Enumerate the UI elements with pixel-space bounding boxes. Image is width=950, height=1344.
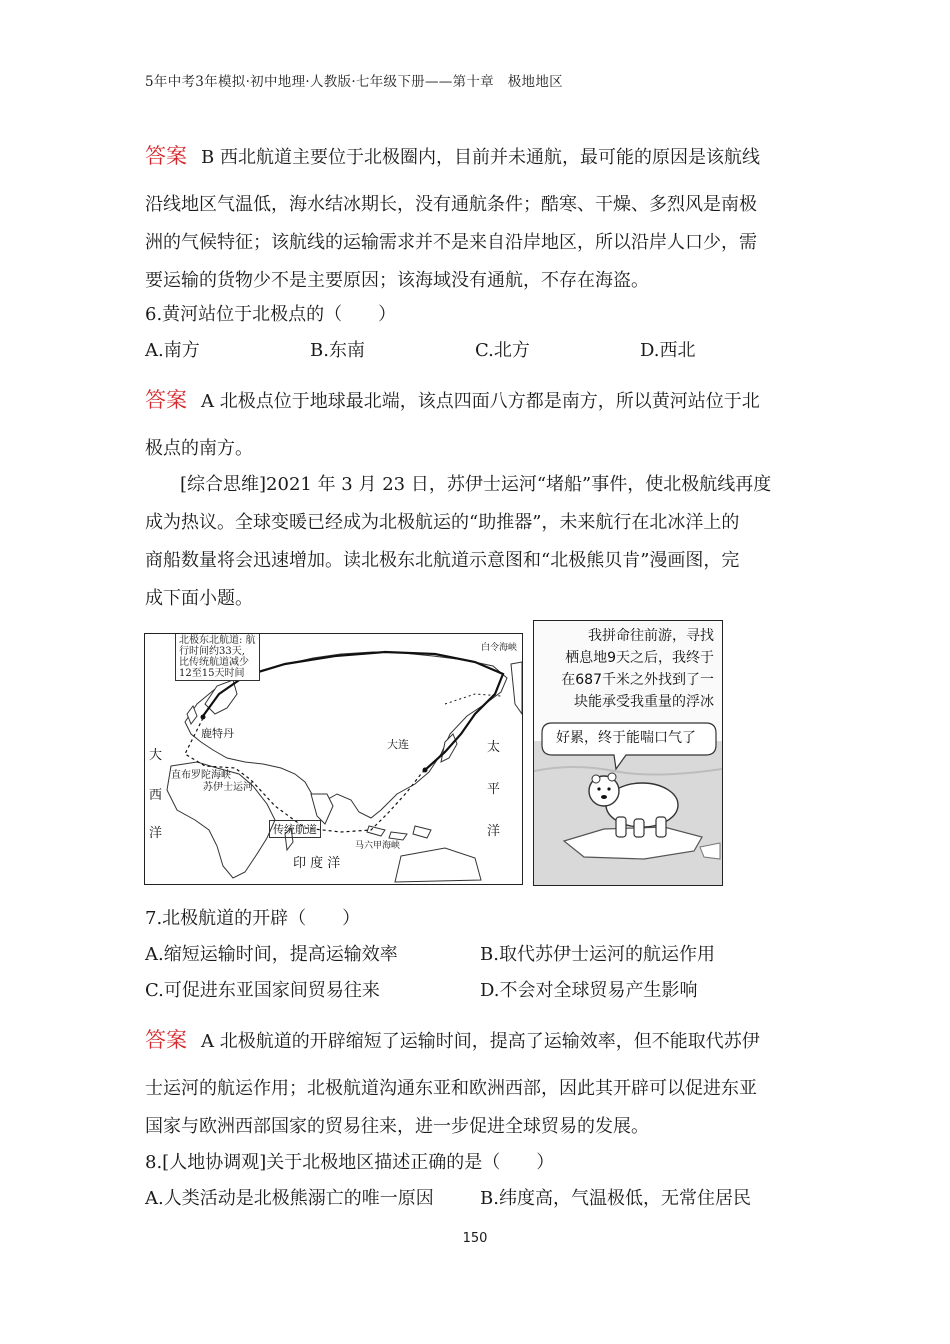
pacific-label-1: 太 bbox=[487, 740, 501, 755]
polar-bear-cartoon bbox=[533, 620, 723, 886]
caption-line: 块能承受我重量的浮冰 bbox=[574, 694, 714, 710]
answer-7-line-3: 国家与欧洲西部国家的贸易往来，进一步促进全球贸易的发展。 bbox=[145, 1116, 649, 1137]
callout-line: 行时间约33天, bbox=[179, 646, 245, 657]
q7-option-c[interactable]: C.可促进东亚国家间贸易往来 bbox=[145, 980, 380, 1001]
answer-6-line-1 bbox=[145, 384, 760, 414]
question-6-stem: 6.黄河站位于北极点的（ ） bbox=[145, 304, 397, 325]
pacific-label-3: 洋 bbox=[487, 824, 501, 839]
cartoon-drawing bbox=[534, 621, 722, 885]
answer-label: 答案 bbox=[145, 1028, 187, 1052]
q8-option-b[interactable]: B.纬度高，气温极低，无常住居民 bbox=[480, 1188, 751, 1209]
answer-text: A 北极航道的开辟缩短了运输时间，提高了运输效率，但不能取代苏伊 bbox=[201, 1031, 760, 1052]
indian-ocean-label: 印 度 洋 bbox=[293, 856, 341, 871]
traditional-route-label: 传统航道 bbox=[269, 820, 321, 838]
dalian-label: 大连 bbox=[387, 738, 409, 751]
atlantic-label-2: 西 bbox=[149, 788, 163, 803]
answer-5-line-3: 洲的气候特征；该航线的运输需求并不是来自沿岸地区，所以沿岸人口少，需 bbox=[145, 232, 757, 253]
page-header: 5年中考3年模拟·初中地理·人教版·七年级下册——第十章 极地地区 bbox=[145, 74, 563, 90]
answer-text: A 北极点位于地球最北端，该点四面八方都是南方，所以黄河站位于北 bbox=[201, 391, 760, 412]
answer-label: 答案 bbox=[145, 144, 187, 168]
pacific-label-2: 平 bbox=[487, 782, 501, 797]
page-number: 150 bbox=[462, 1231, 488, 1246]
q8-option-a[interactable]: A.人类活动是北极熊溺亡的唯一原因 bbox=[145, 1188, 434, 1209]
atlantic-label-3: 洋 bbox=[149, 826, 163, 841]
callout-line: 北极东北航道: 航 bbox=[179, 635, 256, 646]
callout-line: 12至15天时间 bbox=[179, 668, 245, 679]
route-callout bbox=[175, 633, 260, 681]
material-line-1: [综合思维]2021 年 3 月 23 日，苏伊士运河“堵船”事件，使北极航线再度 bbox=[180, 474, 772, 495]
bering-strait-label: 白令海峡 bbox=[481, 643, 518, 653]
atlantic-label-1: 大 bbox=[149, 748, 163, 763]
q6-option-a[interactable]: A.南方 bbox=[145, 340, 200, 361]
caption-line: 在687千米之外找到了一 bbox=[561, 672, 714, 688]
malacca-label: 马六甲海峡 bbox=[355, 841, 401, 851]
callout-line: 比传统航道减少 bbox=[179, 657, 249, 668]
answer-5-line-1 bbox=[145, 140, 760, 170]
q6-option-b[interactable]: B.东南 bbox=[310, 340, 365, 361]
material-line-4: 成下面小题。 bbox=[145, 588, 253, 609]
q7-option-d[interactable]: D.不会对全球贸易产生影响 bbox=[480, 980, 698, 1001]
question-7-stem: 7.北极航道的开辟（ ） bbox=[145, 908, 361, 929]
answer-7-line-1 bbox=[145, 1024, 760, 1054]
answer-text: B 西北航道主要位于北极圈内，目前并未通航，最可能的原因是该航线 bbox=[201, 147, 760, 168]
speech-bubble-text: 好累，终于能喘口气了 bbox=[556, 730, 696, 746]
answer-5-line-2: 沿线地区气温低，海水结冰期长，没有通航条件；酷寒、干燥、多烈风是南极 bbox=[145, 194, 757, 215]
q6-option-d[interactable]: D.西北 bbox=[640, 340, 696, 361]
q7-option-a[interactable]: A.缩短运输时间，提高运输效率 bbox=[145, 944, 398, 965]
caption-line: 栖息地9天之后，我终于 bbox=[565, 650, 714, 666]
question-8-stem: 8.[人地协调观]关于北极地区描述正确的是（ ） bbox=[145, 1152, 555, 1173]
caption-line: 我拼命往前游，寻找 bbox=[588, 628, 714, 644]
material-line-3: 商船数量将会迅速增加。读北极东北航道示意图和“北极熊贝肯”漫画图，完 bbox=[145, 550, 740, 571]
answer-7-line-2: 士运河的航运作用；北极航道沟通东亚和欧洲西部，因此其开辟可以促进东亚 bbox=[145, 1078, 757, 1099]
q6-option-c[interactable]: C.北方 bbox=[475, 340, 530, 361]
material-line-2: 成为热议。全球变暖已经成为北极航运的“助推器”，未来航行在北冰洋上的 bbox=[145, 512, 740, 533]
answer-5-line-4: 要运输的货物少不是主要原因；该海域没有通航，不存在海盗。 bbox=[145, 270, 649, 291]
q7-option-b[interactable]: B.取代苏伊士运河的航运作用 bbox=[480, 944, 715, 965]
gibraltar-label: 直布罗陀海峡 bbox=[171, 770, 231, 781]
rotterdam-label: 鹿特丹 bbox=[201, 727, 234, 740]
answer-6-line-2: 极点的南方。 bbox=[145, 438, 253, 459]
answer-label: 答案 bbox=[145, 388, 187, 412]
northeast-passage-map bbox=[144, 633, 523, 885]
suez-label: 苏伊士运河 bbox=[203, 782, 253, 793]
